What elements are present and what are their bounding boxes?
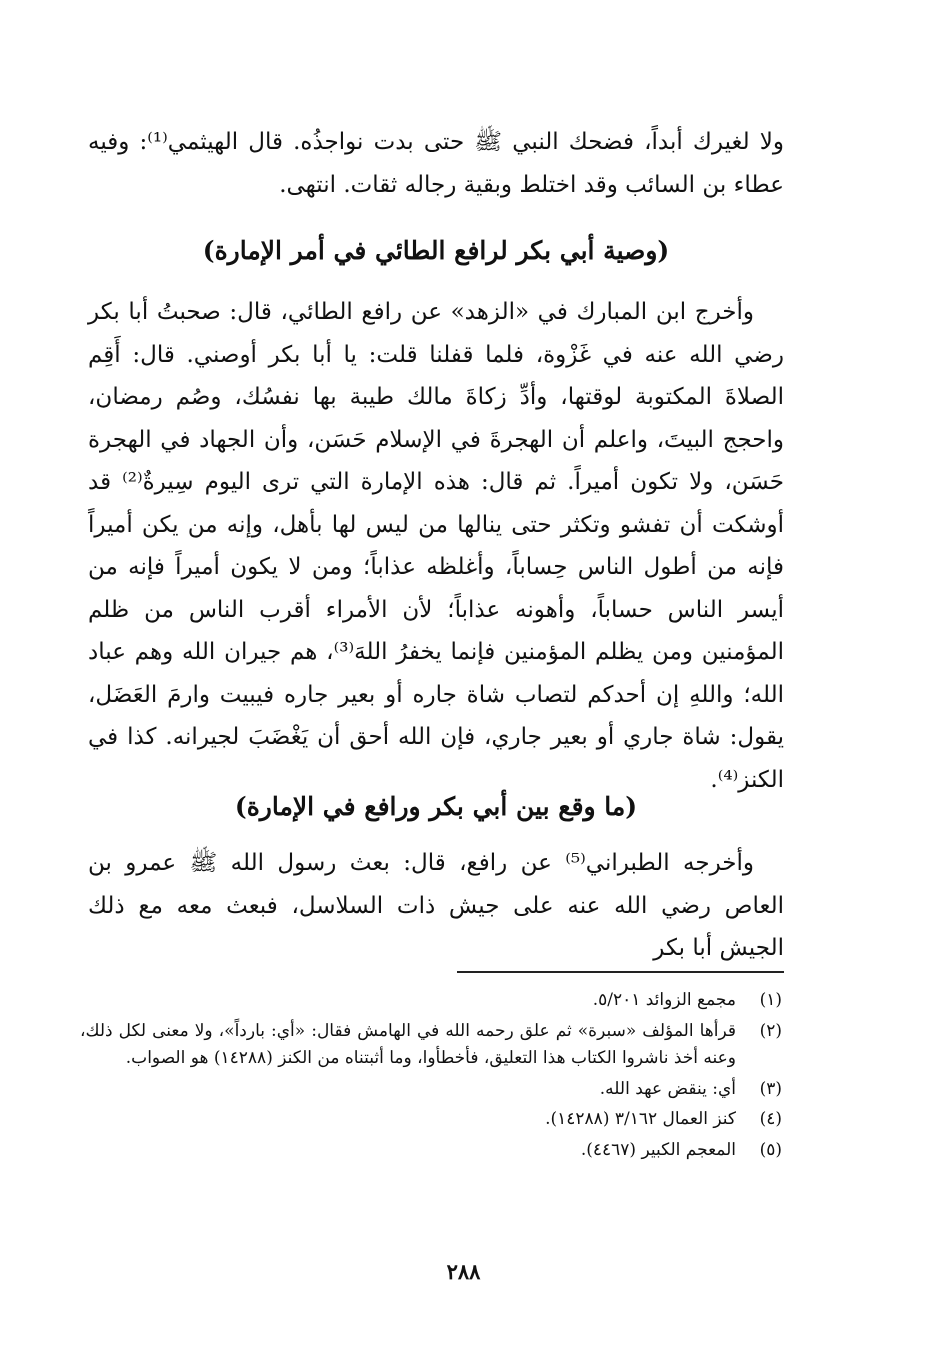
footnote-item [80, 1018, 782, 1073]
footnote-item [80, 1076, 782, 1104]
section-heading-1: (وصية أبي بكر لرافع الطائي في أمر الإمارة) [202, 236, 670, 265]
footnote-number: (٥) [759, 1139, 782, 1160]
page-number: ٢٨٨ [446, 1259, 481, 1284]
intro-paragraph: ولا لغيرك أبداً، فضحك النبي ﷺ حتى بدت نواجذُه. قال الهيثمي⁽¹⁾: وفيه عطاء بن السائب وقد اختلط وبقية رجاله ثقات. انتهى. [88, 129, 784, 198]
footnote-item [80, 1137, 782, 1165]
footnote-number: (١) [759, 990, 782, 1010]
footnote-text: مجمع الزوائد ٥/٢٠١. [592, 990, 736, 1010]
footnote-number: (٤) [759, 1109, 782, 1129]
paragraph-2: وأخرجه الطبراني⁽⁵⁾ عن رافع، قال: بعث رسول الله ﷺ عمرو بن العاص رضي الله عنه على جيش ذات السلاسل، فبعث معه مع ذلك الجيش أبا بكر [88, 850, 784, 961]
footnote-item [80, 1106, 782, 1134]
footnote-text: المعجم الكبير (٤٤٦٧). [580, 1139, 736, 1160]
footnote-number: (٣) [759, 1078, 782, 1099]
footnote-text: قرأها المؤلف «سبرة» ثم علق رحمه الله في الهامش فقال: «أي: بارداً»، ولا معنى لكل ذلك، وعنه أخذ ناشروا الكتاب هذا التعليق، فأخطأوا، وما أثبتناه من الكنز (١٤٢٨٨) هو الصواب. [80, 1020, 736, 1068]
footnote-number: (٢) [759, 1020, 782, 1041]
footnote-text: كنز العمال ٣/١٦٢ (١٤٢٨٨). [545, 1109, 736, 1129]
footnote-separator [457, 971, 784, 973]
text-block-2 [88, 842, 784, 970]
text-block-intro [88, 121, 784, 206]
paragraph-1: وأخرج ابن المبارك في «الزهد» عن رافع الطائي، قال: صحبتُ أبا بكر رضي الله عنه في غَزْوة، فلما قفلنا قلت: يا أبا بكر أوصني. قال: أَقِم الصلاةَ المكتوبة لوقتها، وأدِّ زكاةَ مالك طيبة بها نفسُك، وصُم رمضان، واحجج البيتَ، واعلم أن الهجرةَ في الإسلام حَسَن، وأن الجهاد في الهجرة حَسَن، ولا تكون أميراً. ثم قال: هذه الإمارة التي ترى اليوم سِيرةٌ⁽²⁾ قد أوشكت أن تفشو وتكثر حتى ينالها من ليس لها بأهل، وإنه من يكن أميراً فإنه من أطول الناس حِساباً، وأغلظه عذاباً؛ ومن لا يكون أميراً فإنه من أيسر الناس حساباً، وأهونه عذاباً؛ لأن الأمراء أقرب الناس من ظلم المؤمنين ومن يظلم المؤمنين فإنما يخفرُ اللهَ⁽³⁾، هم جيران الله وهم عباد الله؛ واللهِ إن أحدكم لتصاب شاة جاره أو بعير جاره فيبيت وارمَ العَضَل، يقول: شاة جاري أو بعير جاري، فإن الله أحق أن يَغْضَبَ لجيرانه. كذا في الكنز⁽⁴⁾. [88, 299, 784, 793]
footnote-text: أي: ينقض عهد الله. [599, 1078, 736, 1099]
section-heading-2: (ما وقع بين أبي بكر ورافع في الإمارة) [234, 792, 638, 821]
footnote-item [80, 987, 782, 1015]
text-block-1 [88, 291, 784, 801]
footnotes [80, 987, 782, 1167]
